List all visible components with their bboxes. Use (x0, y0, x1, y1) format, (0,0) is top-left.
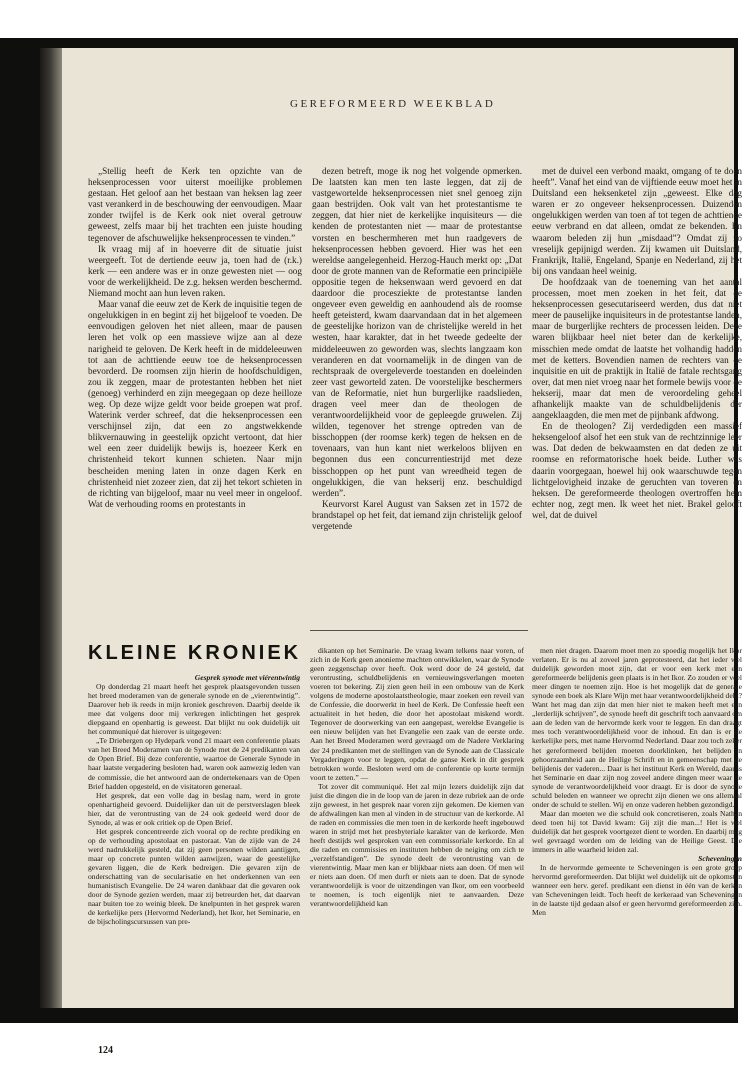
magazine-page (40, 48, 742, 1056)
paragraph: Ik vraag mij af in hoeverre dit de situatie juist weergeeft. Tot de dertiende eeuw ja, toen had de (r.k.) kerk — een andere was er in onze gewesten niet — oog voor de werkelijkheid. De z.g. heksen werden beschermd. Niemand mocht aan hun leven raken. (88, 243, 302, 299)
article-column-1 (88, 166, 302, 636)
paragraph: In de hervormde gemeente te Scheveningen is een grote groep hervormd gereformeerden. Dat blijkt wel duidelijk uit de opkomsten wanneer een herv. geref. predikant een dienst in één van de kerken van Scheveningen leidt. Toch heeft de kerkeraad van Scheveningen in de laatste tijd gedaan alsof er geen hervormd gereformeerden zijn. Men (532, 863, 742, 918)
paragraph: Het gesprek concentreerde zich vooral op de rechte prediking en op de verhouding apostolaat en pastoraat. Van de zijde van de 24 werd nadrukkelijk gesteld, dat zij geen personen wilden aantijgen, maar op concrete punten wilden aanwijzen, waar de geestelijke gevaren liggen, die de Kerk bedreigen. Die gevaren zijn de onderschatting van de secularisatie en het onderkennen van een humanistisch Evangelie. De 24 waren dankbaar dat die gevaren ook door de Synode gezien werden, maar zij betreurden het, dat daarvan naar buiten toe zo weinig bleek. De knelpunten in het gesprek waren de kerkelijke pers (Hervormd Nederland), het Ikor, het Seminarie, en de bijscholingscursussen van pre- (88, 826, 300, 927)
section-divider (310, 630, 528, 631)
paragraph: Tot zover dit communiqué. Het zal mijn lezers duidelijk zijn dat juist die dingen die in de loop van de jaren in deze rubriek aan de orde zijn geweest, in het gesprek naar voren zijn gekomen. De kiemen van de afdwalingen kan men al vinden in de structuur van de kerkorde. Al de raden en commissies die men toen in de kerkorde heeft ingebouwd waren in strijd met het presbyteriale karakter van de kerkorde. Men heeft destijds wel gesproken van een commissoriale kerkorde. En al die raden en commissies en instituten hebben de neiging om zich te „verzelfstandigen”. De synode deelt de verontrusting van de vierentwintig. Maar men kan er blijkbaar niets aan doen. Of men wil er niets aan doen. Of men durft er niets aan te doen. Dat de synode verantwoordelijk is voor de uitzendingen van Ikor, om een voorbeeld te noemen, is toch eigenlijk niet te aanvaarden. Deze verantwoordelijkheid kan (310, 781, 524, 909)
paragraph: „Stellig heeft de Kerk ten opzichte van de heksenprocessen voor uiterst moeilijke problemen gestaan. Het geloof aan het bestaan van heksen lag zeer vast verankerd in de beschouwing der eenvoudigen. Maar zonder twijfel is de Kerk ook niet overal getrouw geweest, zelfs maar bij het trachten een juiste houding tegenover de afschuwelijke heksenprocessen te vinden.” (88, 166, 302, 243)
paragraph: dikanten op het Seminarie. De vraag kwam telkens naar voren, of zich in de Kerk geen anonieme machten ontwikkelen, waar de Synode geen zeggenschap over heeft. Ook werd door de 24 gesteld, dat verontrusting, schuldbelijdenis en vernieuwingsverlangen moeten voeren tot bekering. Zij zien geen heil in een ombouw van de Kerk volgens de moderne apostolaatstheologie, maar zoeken een reveil van de Confessie, die doorwerkt in heel de Kerk. De Confessie heeft een actualiteit in het heden, die door het apostolaat miskend wordt. Tegenover de doorwerking van een aangepast, wereldse Evangelie is een nieuw belijden van het Evangelie een zaak van de eerste orde. Aan het Breed Moderamen werd gevraagd om de Nadere Verklaring der 24 predikanten met de stellingen van de Synode aan de Classicale Vergaderingen voor te leggen, opdat de ganse Kerk in dit gesprek betrokken worde. Besloten werd om de conferentie op korte termijn voort te zetten.” — (310, 646, 524, 782)
subheading: Scheveningen (698, 854, 742, 864)
paragraph: Op donderdag 21 maart heeft het gesprek plaatsgevonden tussen het breed moderamen van de generale synode en de „vierentwintig”. Daarover heb ik reeds in mijn kroniek geschreven. Daarbij deelde ik mee dat volgens door mij verkregen inlichtingen het gesprek diepgaand en openhartig is geweest. Dat blijkt nu ook duidelijk uit het communiqué dat hierover is uitgegeven: (88, 682, 300, 737)
article-column-2 (312, 166, 522, 636)
subheading: Gesprek synode met viérentwintig (194, 673, 300, 682)
paragraph: En de theologen? Zij verdedigden een massief heksengeloof alsof het een stuk van de rechtzinnige leer was. Dat deden de bekwaamsten en dat deden ze uit roomse en reformatorische hoek beide. Luther was daarin voorgegaan, hoewel hij ook waarschuwde tegen lichtgelovigheid inzake de geruchten van toveren en heksen. De gereformeerde theologen overtroffen hem echter nog, zegt men. Ik weet het niet. Brakel gelooft wel, dat de duivel (532, 421, 742, 520)
paragraph: Het gesprek, dat een volle dag in beslag nam, werd in grote openhartigheid gevoerd. Duidelijker dan uit de perstverslagen bleek hier, dat de verontrusting van de 24 ook gedeeld werd door de Synode, al was er ook critiek op de Open Brief. (88, 790, 300, 827)
kroniek-column-1 (88, 673, 300, 1055)
section-title: KLEINE KRONIEK (88, 642, 302, 664)
paragraph: Maar vanaf die eeuw zet de Kerk de inquisitie tegen de ongelukkigen in en begint zij het bijgeloof te voeden. De eenvoudigen geloven het niet alleen, maar de pausen leren het volk op een massieve wijze aan al deze narigheid te geloven. De Kerk heeft in de middeleeuwen tot aan de achttiende eeuw toe de heksenprocessen bevorderd. De roomsen zijn hierin de hoofdschuldigen, zou ik zeggen, maar de protestanten hebben het niet (genoeg) verhinderd en zijn meegegaan op deze heilloze weg. Op deze wijze geldt voor beide groepen wat prof. Waterink verder schreef, dat die heksenprocessen een verschijnsel zijn, dat een zo angstwekkende blikvernauwing in geestelijk opzicht vertoont, dat hier wel een zeer duidelijk bewijs is, hoezeer Kerk en christenheid tekort kunnen schieten. Naar mijn bescheiden mening laten in onze dagen Kerk en christenheid niet zozeer zien, dat zij het tekort schieten in de richting van bijgeloof, maar nu veel meer in ongeloof. Wat de verhouding rooms en protestants in (88, 299, 302, 509)
paragraph: Maar dan moeten we die schuld ook concretiseren, zoals Nathan deed toen hij tot David kwam: Gij zijt die man...! Het is wel duidelijk dat het gesprek voortgezet dient te worden. En daarbij mag wel gevraagd worden om de leiding van de Heilige Geest. Die immers in alle waarheid leiden zal. (532, 808, 742, 855)
paragraph: dezen betreft, moge ik nog het volgende opmerken. De laatsten kan men ten laste leggen, dat zij de vastgewortelde heksenprocessen niet snel genoeg zijn gaan bestrijden. Ook valt van het protestantisme te zeggen, dat hier niet de kerkelijke inquisiteurs — die kenden de protestanten niet — maar de protestantse vorsten en beschermheren met hun raadgevers de heksenprocessen hebben gevoerd. Hier was het een wereldse aangelegenheid. Herzog-Hauch merkt op: „Dat door de grote mannen van de Reformatie een principiële oppositie tegen de heksenwaan werd gevoerd en dat daardoor die procesziekte de protestantse landen ongeveer even geweldig en aanhoudend als de roomse heeft geteisterd, kwam daarvandaan dat in het algemeen de geestelijke horizon van de christelijke wereld in het westen, haar karakter, dat in het tweede gedeelte der middeleeuwen zo geworden was, slechts langzaam kon veranderen en dat voornamelijk in de dingen van de rechtspraak de overgeleverde toestanden en doeleinden zeer vast geworteld zaten. De voorstelijke beschermers van de Reformatie, niet hun burgerlijke raadslieden, dragen veel meer dan de theologen de verantwoordelijkheid voor de gepleegde gruwelen. Zij wilden, tegenover het strenge optreden van de bisschoppen (der roomse kerk) tegen de heksen en de tovenaars, van hun kant niet werkeloos blijven en begonnen dus een concurrentiestrijd met deze bisschoppen op het punt van wreedheid tegen de ongelukkigen, die van hekserij enz. beschuldigd werden”. (312, 166, 522, 498)
kroniek-column-2 (310, 646, 524, 1050)
paragraph: Keurvorst Karel August van Saksen zet in 1572 de brandstapel op het feit, dat iemand zijn christelijk geloof vergetende (312, 498, 522, 531)
paragraph: „Te Driebergen op Hydepark vond 21 maart een conferentie plaats van het Breed Moderamen van de Synode met de 24 predikanten van de Open Brief. Bij deze conferentie, waartoe de Generale Synode in haar laatste vergadering besloten had, waren ook aanwezig leden van de commissie, die het antwoord aan de ondertekenaars van de Open Brief hadden opgesteld, en de visitatoren generaal. (88, 736, 300, 791)
running-header: GEREFORMEERD WEEKBLAD (290, 98, 496, 110)
page-spine-shadow (40, 48, 62, 1008)
paragraph: met de duivel een verbond maakt, omgang of te doen heeft”. Vanaf het eind van de vijftiende eeuw moet het in Duitsland een heksenketel zijn „geweest. Elke dag waren er zo ongeveer heksenprocessen. Duizenden ongelukkigen werden van toen af tot tegen de achttiende eeuw verbrand en dat alleen, omdat ze bekenden. En waarom beleden zij hun „misdaad”? Omdat zij zo vreselijk gepijnigd werden. Zij kwamen uit Duitsland, Frankrijk, Italië, Engeland, Spanje en Nederland, zij het bij ons vandaan heel weinig. (532, 166, 742, 276)
page-number: 124 (98, 1045, 113, 1056)
kroniek-column-3 (532, 646, 742, 1050)
paragraph: men niet dragen. Daarom moet men zo spoedig mogelijk het Ikor verlaten. Er is nu al zoveel jaren geprotesteerd, dat het ieder wel duidelijk geworden moet zijn, dat er voor een kerk met een gereformeerde belijdenis geen plaats is in het Ikor. Zo zouden er veel meer dingen te noemen zijn. Hoe is het mogelijk dat de generale synode een boek als Klare Wijn met haar verantwoordelijkheid dekt? Want het mag dan zijn dat men hier niet te maken heeft met een „lerderlijk schrijven”, de synode heeft dit geschrift toch aanvaard om aan de leden van de hervormde kerk voor te leggen. En dan draagt mes toch verantwoordelijkheid voor de inhoud. En dan is er de kerkelijke pers, met name Hervormd Nederland. Daar zou toch zeker het gereformeerd belijden moeten doorklinken, het belijden in gehoorzaamheid aan de Heilige Schrift en in gemeenschap met de belijdenis der vaderen... Daar is het instituut Kerk en Wereld, daar is het Seminarie en daar zijn nog zoveel andere dingen meer waar de synode de verantwoordelijkheid voor draagt. Er is door de synode schuld beleden en wanneer we oprecht zijn dienen we ons allemaal onder de schuld te stellen. Wij en onze vaderen hebben gezondigd... (532, 646, 742, 809)
paragraph: De hoofdzaak van de toeneming van het aantal processen, moet men zoeken in het feit, dat de heksenprocessen gesecutariseerd werden, dus dat niet meer de pauselijke inquisiteurs in de protestantse landen, maar de burgerlijke rechters de processen leiden. Deze waren blijkbaar heel niet beter dan de kerkelijke, misschien mede omdat de laatste het volhandig hadden met de ketters. Bovendien namen de rechters van de inquisitie en uit de praktijk in Italië de fatale rechtsgang over, dat men niet vroeg naar het formele bewijs voor de hekserij, maar dat men de veroordeling geheel afhankelijk maakte van de schuldbelijdenis der aangeklaagden, die men met de pijnbank afdwong. (532, 276, 742, 421)
